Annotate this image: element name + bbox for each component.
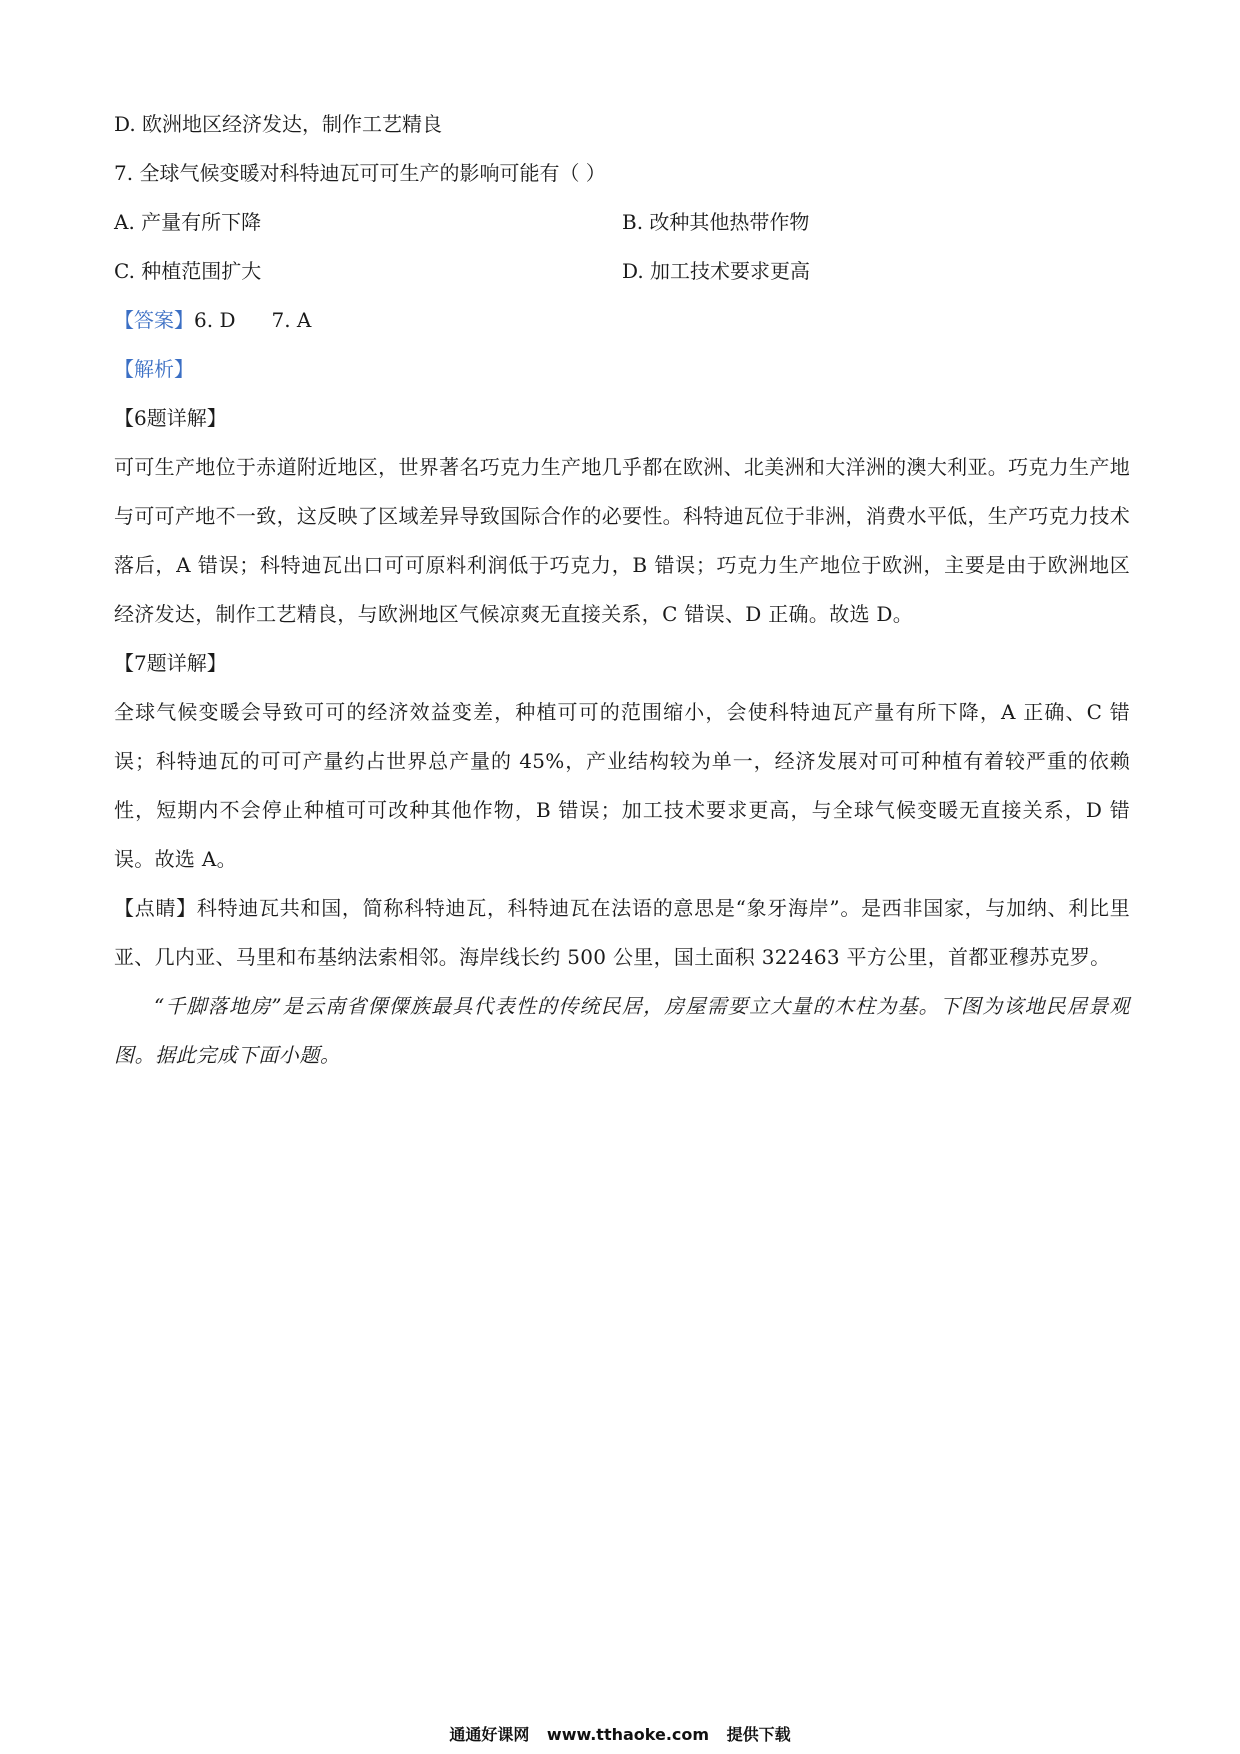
note-paragraph: [114, 884, 1130, 982]
intro-paragraph: “千脚落地房”是云南省傈僳族最具代表性的传统民居，房屋需要立大量的木柱为基。下图为该地民居景观图。据此完成下面小题。: [114, 994, 1130, 1067]
q7-option-d: D. 加工技术要求更高: [622, 259, 811, 283]
document-page: [114, 100, 1130, 1080]
footer-url[interactable]: www.tthaoke.com: [546, 1725, 710, 1744]
detail7-text: 全球气候变暖会导致可可的经济效益变差，种植可可的范围缩小，会使科特迪瓦产量有所下降，A 正确、C 错误；科特迪瓦的可可产量约占世界总产量的 45%，产业结构较为单一，经济发展对可可种植有着较严重的依赖性，短期内不会停止种植可可改种其他作物，B 错误；加工技术要求更高，与全球气候变暖无直接关系，D 错误。故选 A。: [114, 700, 1130, 871]
answer-7: 7. A: [271, 308, 312, 332]
q7-options-row-2: [114, 247, 1130, 296]
answer-label: 【答案】: [114, 308, 194, 332]
q7-option-b: B. 改种其他热带作物: [622, 210, 810, 234]
answer-6: 6. D: [194, 308, 236, 332]
q7-option-c: C. 种植范围扩大: [114, 259, 262, 283]
answer-line: [114, 296, 1130, 345]
q7-stem: 7. 全球气候变暖对科特迪瓦可可生产的影响可能有（ ）: [114, 161, 606, 185]
footer-site-name: 通通好课网: [449, 1725, 530, 1744]
note-text: 科特迪瓦共和国，简称科特迪瓦，科特迪瓦在法语的意思是“象牙海岸”。是西非国家，与加纳、利比里亚、几内亚、马里和布基纳法索相邻。海岸线长约 500 公里，国土面积 322463 平方公里，首都亚穆苏克罗。: [114, 896, 1131, 969]
q6-option-d: D. 欧洲地区经济发达，制作工艺精良: [114, 112, 443, 136]
q7-options-row-1: [114, 198, 1130, 247]
detail6-label: 【6题详解】: [114, 406, 227, 430]
q7-option-a: A. 产量有所下降: [114, 210, 262, 234]
page-footer: [0, 1722, 1240, 1745]
footer-suffix: 提供下载: [726, 1725, 791, 1744]
note-label: 【点睛】: [114, 896, 197, 920]
detail7-label: 【7题详解】: [114, 651, 227, 675]
analysis-label: 【解析】: [114, 357, 194, 381]
detail6-text: 可可生产地位于赤道附近地区，世界著名巧克力生产地几乎都在欧洲、北美洲和大洋洲的澳大利亚。巧克力生产地与可可产地不一致，这反映了区域差异导致国际合作的必要性。科特迪瓦位于非洲，消费水平低，生产巧克力技术落后，A 错误；科特迪瓦出口可可原料利润低于巧克力，B 错误；巧克力生产地位于欧洲，主要是由于欧洲地区经济发达，制作工艺精良，与欧洲地区气候凉爽无直接关系，C 错误、D 正确。故选 D。: [114, 455, 1130, 626]
